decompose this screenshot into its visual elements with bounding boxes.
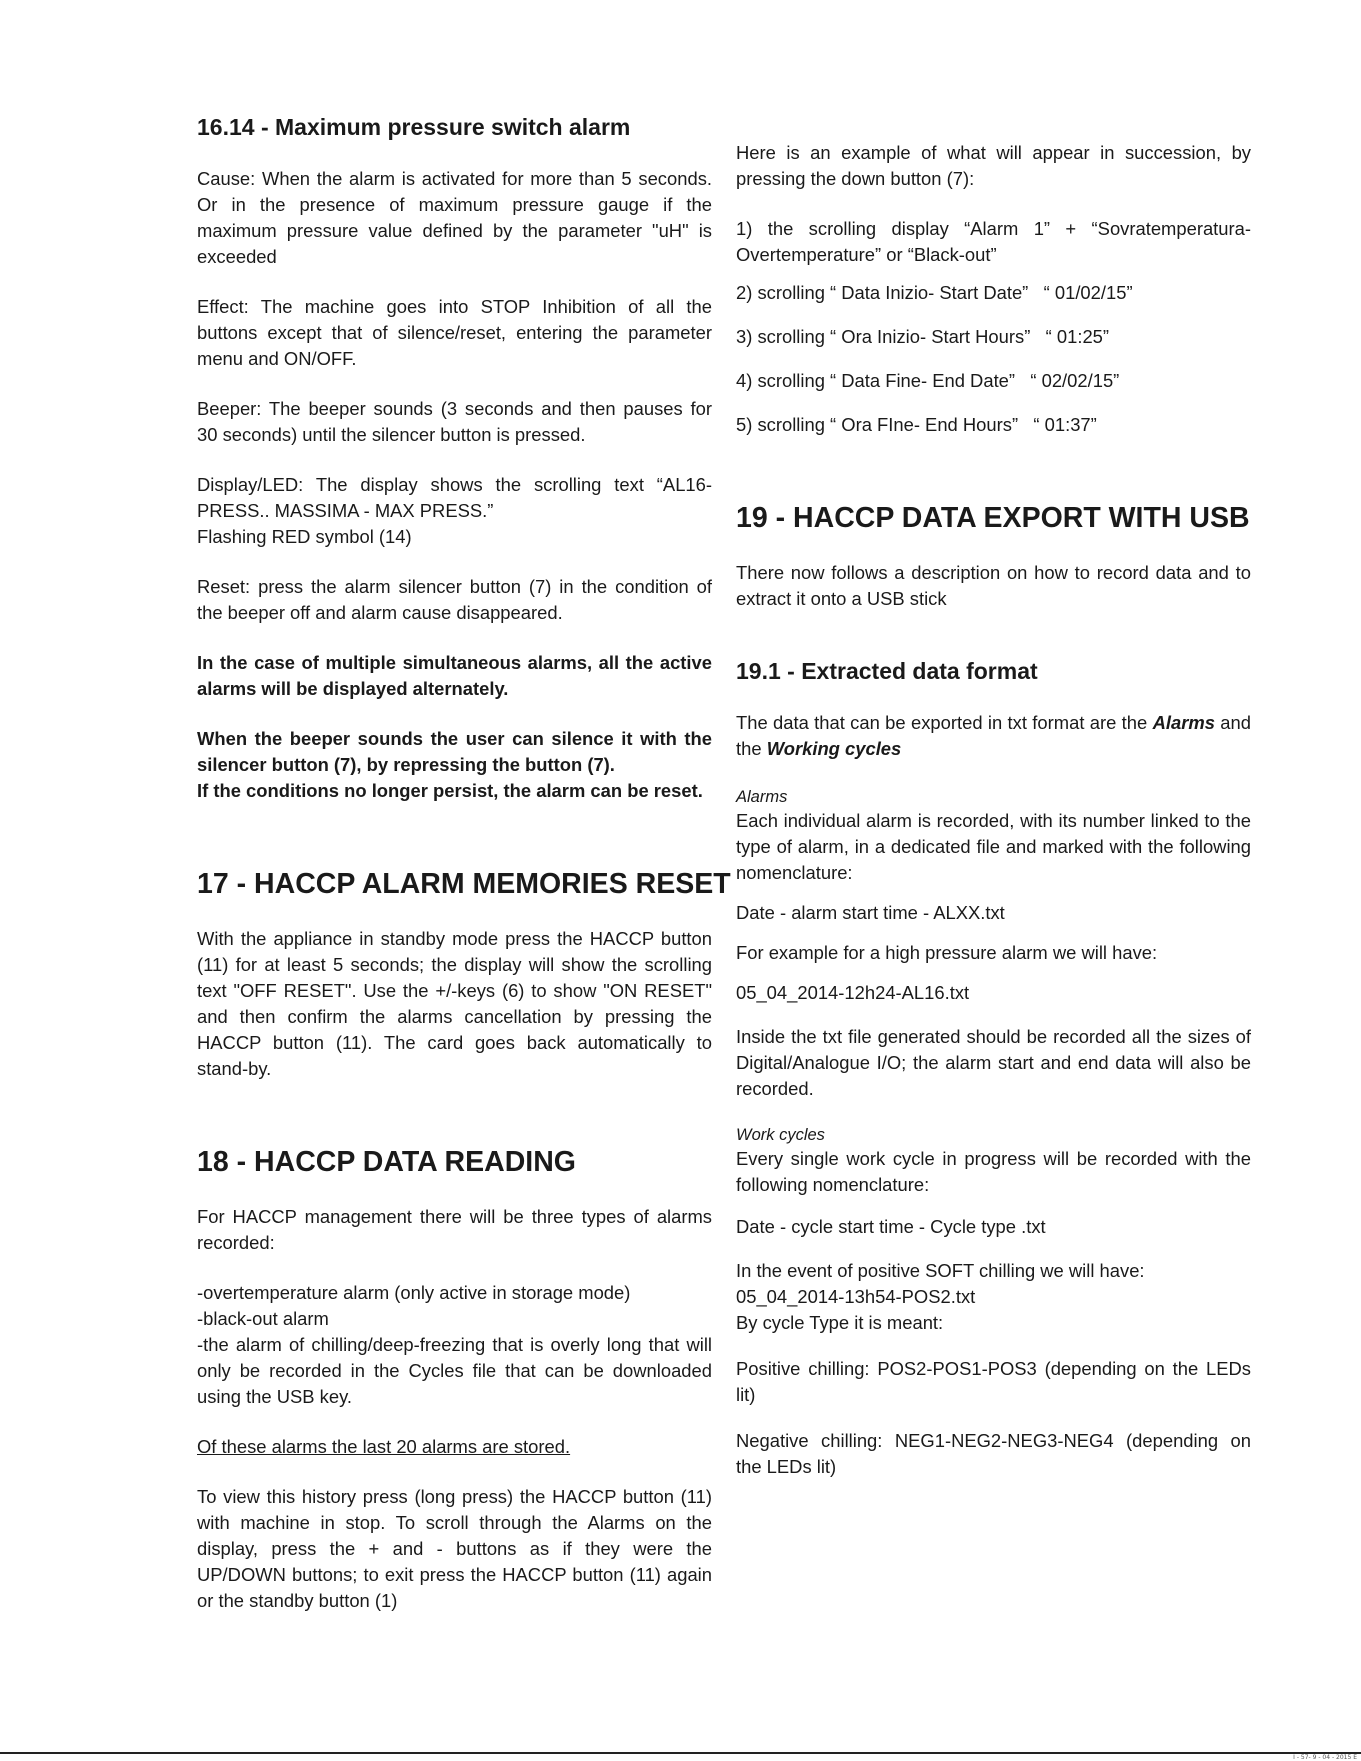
work-cycles-file-format: Date - cycle start time - Cycle type .txt — [736, 1216, 1046, 1237]
footer-mark: I - 57- 9 - 04 - 2015 E — [1293, 1754, 1357, 1761]
work-cycles-example-filename: 05_04_2014-13h54-POS2.txt — [736, 1286, 976, 1307]
bottom-rule — [0, 1752, 1361, 1754]
section-19-1-heading: 19.1 - Extracted data format — [736, 658, 1038, 684]
work-cycles-example-intro: In the event of positive SOFT chilling we will have: — [736, 1260, 1145, 1281]
positive-chilling-types: Positive chilling: POS2-POS1-POS3 (depending on the LEDs lit) — [736, 1358, 1251, 1405]
cycle-type-definition: By cycle Type it is meant: — [736, 1312, 944, 1333]
alarms-example-intro: For example for a high pressure alarm we will have: — [736, 942, 1158, 963]
example-line-4: 4) scrolling “ Data Fine- End Date” “ 02/02/15” — [736, 370, 1120, 391]
usb-export-intro: There now follows a description on how to record data and to extract it onto a USB stick — [736, 562, 1251, 609]
work-cycles-description: Every single work cycle in progress will be recorded with the following nomenclature: — [736, 1148, 1251, 1195]
example-line-3: 3) scrolling “ Ora Inizio- Start Hours” “ 01:25” — [736, 326, 1110, 347]
reset-condition-note: If the conditions no longer persist, the alarm can be reset. — [197, 780, 703, 801]
overtemperature-item: -overtemperature alarm (only active in storage mode) — [197, 1282, 631, 1303]
haccp-reading-intro: For HACCP management there will be three types of alarms recorded: — [197, 1206, 712, 1253]
section-19-heading: 19 - HACCP DATA EXPORT WITH USB — [736, 502, 1250, 534]
display-led-paragraph: Display/LED: The display shows the scrolling text “AL16-PRESS.. MASSIMA - MAX PRESS.” — [197, 474, 712, 521]
left-column — [197, 112, 731, 1614]
alarms-emphasis: Alarms — [1152, 712, 1215, 733]
working-cycles-emphasis: Working cycles — [766, 738, 902, 759]
reset-paragraph: Reset: press the alarm silencer button (7) in the condition of the beeper off and alarm cause disappeared. — [197, 576, 712, 623]
blackout-item: -black-out alarm — [197, 1308, 329, 1329]
right-column — [736, 140, 1251, 1480]
alarms-label: Alarms — [736, 788, 788, 806]
alarms-example-filename: 05_04_2014-12h24-AL16.txt — [736, 982, 970, 1003]
beeper-paragraph: Beeper: The beeper sounds (3 seconds and then pauses for 30 seconds) until the silencer button is pressed. — [197, 398, 712, 445]
chilling-alarm-item: -the alarm of chilling/deep-freezing that is overly long that will only be recorded in the Cycles file that can be downloaded using the USB key. — [197, 1334, 712, 1407]
example-line-5: 5) scrolling “ Ora FIne- End Hours” “ 01:37” — [736, 414, 1097, 435]
view-history-paragraph: To view this history press (long press) the HACCP button (11) with machine in stop. To scroll through the Alarms on the display, press the + and - buttons as if they were the UP/DOWN buttons; to exit press the HACCP button (11) again or the standby button (1) — [197, 1486, 712, 1611]
example-intro: Here is an example of what will appear in succession, by pressing the down button (7): — [736, 142, 1251, 189]
alarms-file-format: Date - alarm start time - ALXX.txt — [736, 902, 1005, 923]
flashing-symbol-line: Flashing RED symbol (14) — [197, 526, 412, 547]
cause-paragraph: Cause: When the alarm is activated for more than 5 seconds. Or in the presence of maximum pressure gauge if the maximum pressure value defined by the parameter "uH" is exceeded — [197, 168, 712, 267]
alarms-description: Each individual alarm is recorded, with its number linked to the type of alarm, in a dedicated file and marked with the following nomenclature: — [736, 810, 1251, 883]
section-18-heading: 18 - HACCP DATA READING — [197, 1146, 576, 1178]
alarm-memories-reset-paragraph: With the appliance in standby mode press the HACCP button (11) for at least 5 seconds; the display will show the scrolling text "OFF RESET". Use the +/-keys (6) to show "ON RESET" and then confirm the alarms cancellation by pressing the HACCP button (11). The card goes back automatically to stand-by. — [197, 928, 712, 1079]
stored-alarms-note: Of these alarms the last 20 alarms are stored. — [197, 1436, 571, 1457]
negative-chilling-types: Negative chilling: NEG1-NEG2-NEG3-NEG4 (depending on the LEDs lit) — [736, 1430, 1251, 1477]
effect-paragraph: Effect: The machine goes into STOP Inhibition of all the buttons except that of silence/reset, entering the parameter menu and ON/OFF. — [197, 296, 712, 369]
alarms-file-contents: Inside the txt file generated should be recorded all the sizes of Digital/Analogue I/O; the alarm start and end data will also be recorded. — [736, 1026, 1251, 1099]
beeper-silence-note: When the beeper sounds the user can silence it with the silencer button (7), by repressing the button (7). — [197, 728, 712, 775]
example-line-2: 2) scrolling “ Data Inizio- Start Date” “ 01/02/15” — [736, 282, 1133, 303]
work-cycles-label: Work cycles — [736, 1126, 825, 1144]
multiple-alarms-note: In the case of multiple simultaneous alarms, all the active alarms will be displayed alternately. — [197, 652, 712, 699]
section-16-14-heading: 16.14 - Maximum pressure switch alarm — [197, 114, 631, 140]
example-line-1: 1) the scrolling display “Alarm 1” + “Sovratemperatura-Overtemperature” or “Black-out” — [736, 218, 1251, 265]
extracted-data-intro: The data that can be exported in txt format are the Alarms and the Working cycles — [736, 712, 1251, 759]
section-17-heading: 17 - HACCP ALARM MEMORIES RESET — [197, 868, 731, 900]
